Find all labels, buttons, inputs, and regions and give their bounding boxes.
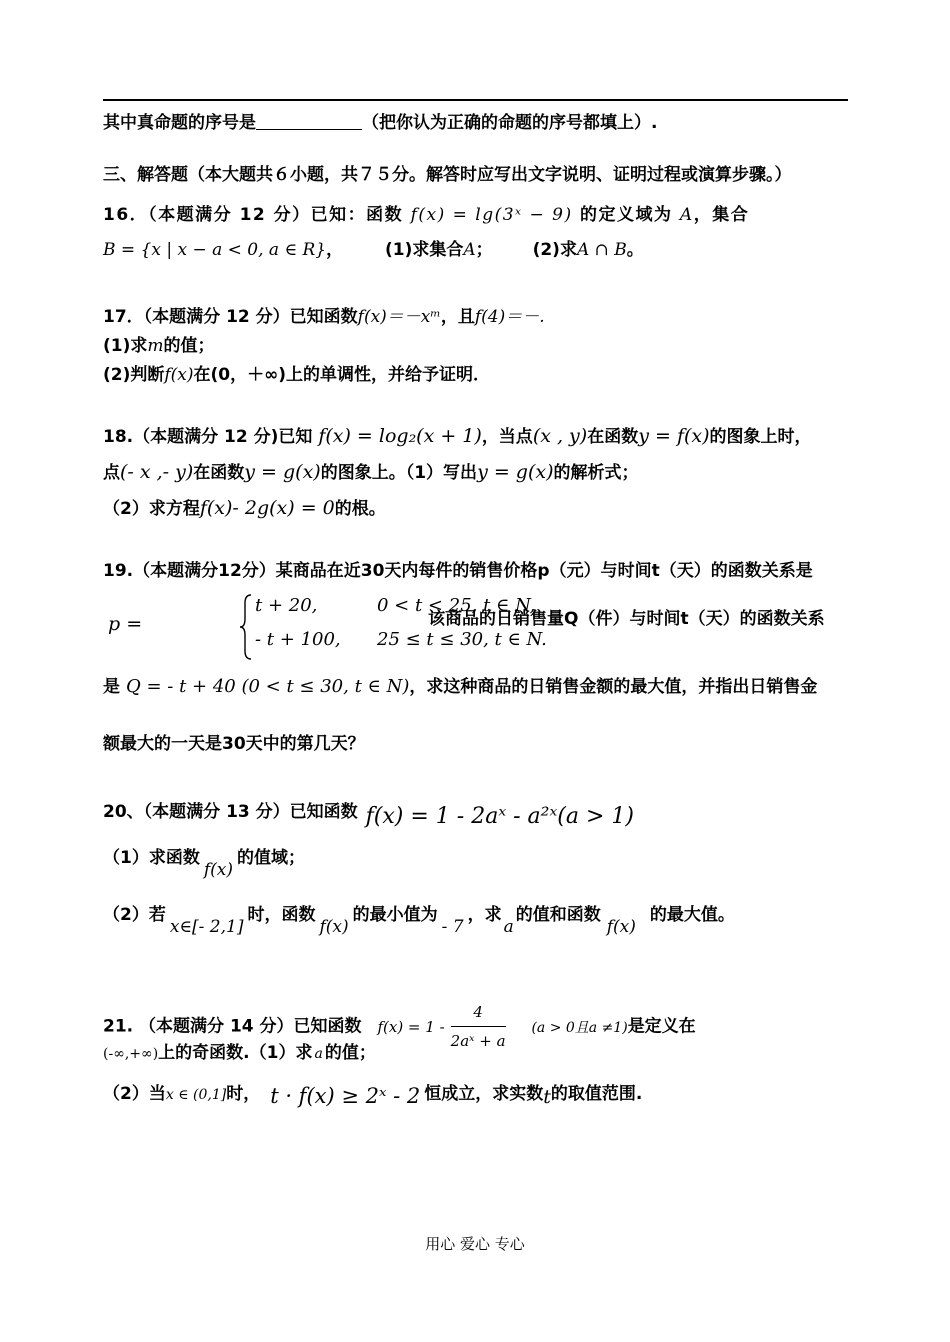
- q19-case1: t + 20,: [255, 595, 318, 616]
- brace-icon: [238, 593, 254, 661]
- q17-line1: [103, 305, 545, 329]
- q17-condition: f(4)＝－.: [474, 307, 545, 327]
- q16-line2: [103, 238, 644, 262]
- q19-cond1: 0 < t < 25, t ∈ N,: [377, 595, 536, 616]
- q20-part2: （2）若: [103, 905, 166, 925]
- q21-numerator: 4: [451, 1000, 506, 1027]
- q18-line2: [103, 460, 639, 485]
- q18-equation: f(x)- 2g(x) = 0: [199, 497, 335, 519]
- q18-text2: 在函数: [587, 427, 639, 447]
- q18-text3: 的图象上时，: [709, 427, 812, 447]
- q20-intro: 20、（本题满分 13 分）已知函数: [103, 802, 358, 822]
- q19-line3: [103, 675, 817, 699]
- fill-in-suffix: （把你认为正确的命题的序号都填上）.: [362, 113, 658, 133]
- q16-set-b: B = {x | x − a < 0, a ∈ R}: [103, 240, 327, 260]
- q16-text: 的定义域为: [580, 205, 673, 225]
- q21-range: (-∞,+∞): [103, 1046, 159, 1062]
- q19-piecewise: [103, 593, 547, 663]
- q19-p: p =: [108, 613, 143, 635]
- q18-point: (x , y): [532, 425, 588, 447]
- q21-part1-end: 的值；: [324, 1043, 376, 1063]
- q19-cond2: 25 ≤ t ≤ 30, t ∈ N.: [377, 629, 547, 650]
- q20-text: 时，函数: [247, 905, 316, 925]
- q20-function: f(x) = 1 - 2aˣ - a²ˣ(a > 1): [365, 804, 634, 829]
- q21-denominator: 2aˣ + a: [450, 1032, 506, 1050]
- q20-line1: [103, 799, 634, 829]
- q20-line2: [103, 846, 305, 880]
- q18-yg2: y = g(x): [477, 461, 554, 483]
- q17-line2: [103, 334, 215, 358]
- q20-domain: x∈[- 2,1]: [169, 917, 244, 937]
- section-heading: 三、解答题（本大题共６小题，共７５分。解答时应写出文字说明、证明过程或演算步骤。）: [103, 165, 792, 185]
- q20-min-value: - 7: [441, 917, 464, 937]
- q21-text3: 恒成立，求实数: [424, 1084, 544, 1104]
- answer-blank[interactable]: [256, 113, 362, 130]
- q18-part2-end: 的根。: [334, 499, 386, 519]
- q20-line3: [103, 903, 735, 937]
- q21-condition: (a > 0且a ≠1): [531, 1019, 628, 1036]
- q20-fx2: f(x): [319, 917, 349, 937]
- q18-line1: [103, 424, 812, 449]
- q18-part1-end: 的解析式；: [553, 463, 639, 483]
- q18-part2: （2）求方程: [103, 499, 200, 519]
- q16-part1: (1)求集合: [385, 240, 464, 260]
- q16-intro: 16．（本题满分 12 分）已知：函数: [103, 205, 404, 225]
- q21-part1: 上的奇函数.（1）求: [158, 1043, 313, 1063]
- q20-fx: f(x): [203, 860, 233, 880]
- q19-q: Q = - t + 40 (0 < t ≤ 30, t ∈ N): [126, 676, 410, 697]
- q17-intro: 17．（本题满分 12 分）: [103, 307, 290, 327]
- q21-intro: 21. （本题满分 14 分）已知函数: [103, 1016, 362, 1037]
- q20-text2: 的最小值为: [352, 905, 438, 925]
- q17-part2: (2)判断: [103, 365, 165, 385]
- q18-text: ，当点: [481, 427, 533, 447]
- q17-m: m: [147, 336, 164, 356]
- top-rule: [103, 99, 848, 101]
- q17-fx: f(x): [164, 365, 194, 385]
- q21-line3: [103, 1080, 642, 1107]
- q21-fraction: [451, 1000, 506, 1053]
- q18-yf: y = f(x): [638, 425, 710, 447]
- q18-text5: 在函数: [193, 463, 245, 483]
- q21-text2: 时，: [226, 1084, 261, 1104]
- q21-text: 是定义在: [627, 1016, 696, 1037]
- q18-point2: (- x ,- y): [120, 461, 194, 483]
- q19-line4: 额最大的一天是30天中的第几天？: [103, 734, 365, 754]
- page-footer: 用心 爱心 专心: [425, 1235, 525, 1253]
- q20-part1-end: 的值域；: [237, 848, 305, 868]
- q17-line3: [103, 363, 490, 387]
- q18-function: f(x) = log₂(x + 1): [318, 425, 482, 447]
- q16-comma: ，: [326, 240, 344, 260]
- q19-case2: - t + 100,: [255, 629, 341, 650]
- q17-part1-end: 的值；: [163, 336, 215, 356]
- q19-text2: ，求这种商品的日销售金额的最大值，并指出日销售金: [409, 677, 818, 697]
- q18-intro: 18.（本题满分 12 分)已知: [103, 427, 313, 447]
- q16-part2: (2)求: [532, 240, 577, 260]
- q16-semicolon: ；: [475, 240, 493, 260]
- q16-period: 。: [626, 240, 644, 260]
- q16-function: f(x) = lg(3ˣ − 9): [410, 205, 573, 225]
- q17-text2: ，且: [440, 307, 475, 327]
- q21-a: a: [314, 1046, 323, 1062]
- q16-intersection: A ∩ B: [576, 240, 627, 260]
- q21-domain: x ∈ (0,1]: [165, 1087, 227, 1103]
- q18-text4: 点: [103, 463, 120, 483]
- q18-yg: y = g(x): [244, 461, 321, 483]
- q16-set-a: A: [679, 205, 694, 225]
- q20-fx3: f(x): [606, 917, 636, 937]
- q17-text: 已知函数: [289, 307, 358, 327]
- q21-t: t: [543, 1086, 551, 1108]
- q17-function: f(x)＝－xᵐ: [357, 307, 441, 327]
- q16-line1: [103, 203, 749, 227]
- q19-line1: 19.（本题满分12分）某商品在近30天内每件的销售价格p（元）与时间t（天）的函数关系是: [103, 561, 813, 581]
- fill-in-line: [103, 111, 657, 135]
- q20-a: a: [503, 917, 514, 937]
- q17-part2-end: 在(0，＋∞)上的单调性，并给予证明．: [193, 365, 491, 385]
- q20-text3: ，求: [467, 905, 502, 925]
- q21-function: f(x) = 1 -: [377, 1017, 445, 1036]
- q18-part1: 的图象上。（1）写出: [320, 463, 478, 483]
- q19-text: 是: [103, 677, 120, 697]
- q21-inequality: t · f(x) ≥ 2ˣ - 2: [270, 1084, 421, 1108]
- q21-text4: 的取值范围.: [550, 1084, 643, 1104]
- q19-line2: 该商品的日销售量Q（件）与时间t（天）的函数关系: [428, 609, 825, 629]
- q16-set-a-ref: A: [463, 240, 476, 260]
- q21-line2: [103, 1041, 376, 1066]
- fill-in-prefix: 其中真命题的序号是: [103, 113, 256, 133]
- q20-text4: 的值和函数: [515, 905, 601, 925]
- q21-part2: （2）当: [103, 1084, 166, 1104]
- q20-text5: 的最大值。: [649, 905, 735, 925]
- q16-text2: ，集合: [693, 205, 750, 225]
- q20-part1: （1）求函数: [103, 848, 200, 868]
- q18-line3: [103, 496, 386, 521]
- q17-part1: (1)求: [103, 336, 148, 356]
